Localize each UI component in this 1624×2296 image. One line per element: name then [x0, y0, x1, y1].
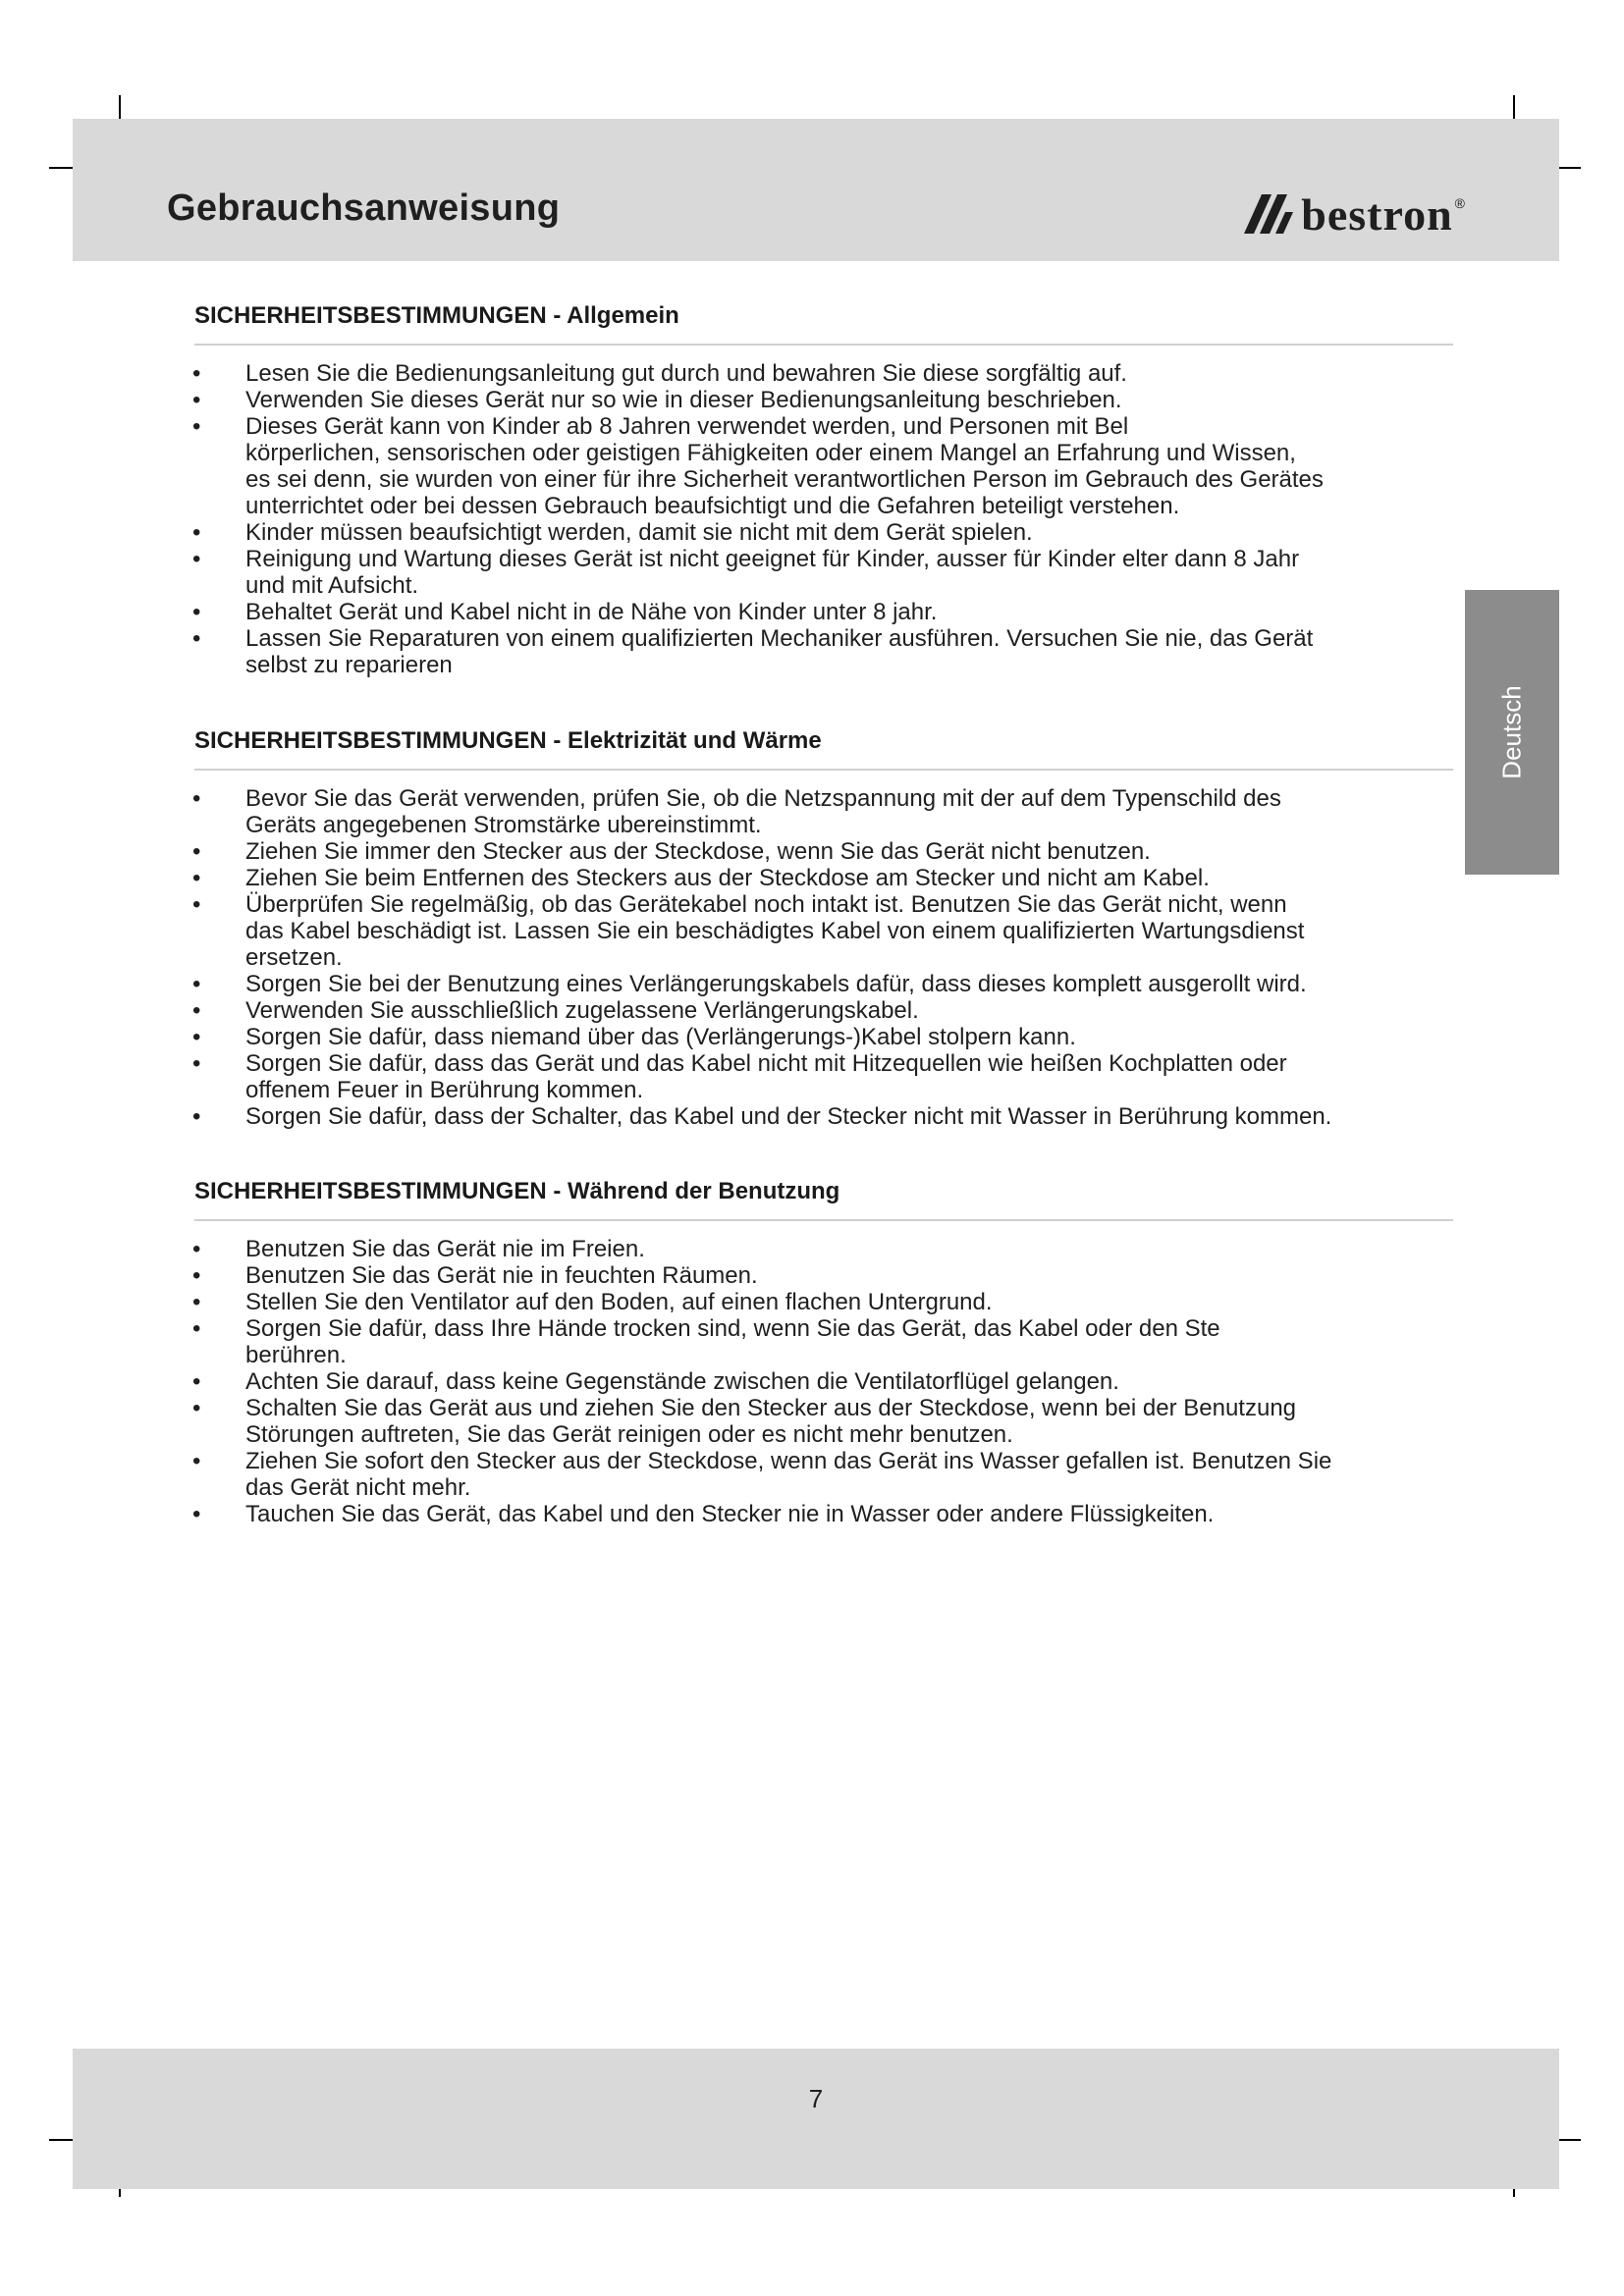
list-item — [192, 546, 1587, 599]
language-tab-label: Deutsch — [1496, 685, 1527, 779]
section-title-general: SICHERHEITSBESTIMMUNGEN - Allgemein — [194, 302, 1453, 346]
list-item-text: Ziehen Sie sofort den Stecker aus der Steckdose, wenn das Gerät ins Wasser gefallen ist. Benutzen Sie das Gerät nicht mehr. — [245, 1448, 1332, 1501]
list-item-text: Überprüfen Sie regelmäßig, ob das Gerätekabel noch intakt ist. Benutzen Sie das Gerät nicht, wenn das Kabel beschädigt ist. Lassen Sie ein beschädigtes Kabel von einem qualifizierten Wartungsdienst ersetzen. — [245, 891, 1305, 971]
list-item-text: Stellen Sie den Ventilator auf den Boden, auf einen flachen Untergrund. — [245, 1289, 993, 1315]
bullet-icon: • — [192, 1395, 201, 1421]
list-item-text: Schalten Sie das Gerät aus und ziehen Sie den Stecker aus der Steckdose, wenn bei der Benutzung Störungen auftreten, Sie das Gerät reinigen oder es nicht mehr benutzen. — [245, 1395, 1297, 1448]
bullet-icon: • — [192, 1050, 201, 1077]
list-item — [192, 1368, 1587, 1395]
bullet-icon: • — [192, 997, 201, 1024]
page-number: 7 — [808, 2084, 824, 2113]
bullet-icon: • — [192, 1103, 201, 1130]
list-item — [192, 1501, 1587, 1527]
list-item-text: Ziehen Sie immer den Stecker aus der Steckdose, wenn Sie das Gerät nicht benutzen. — [245, 838, 1151, 865]
bullet-icon: • — [192, 413, 201, 440]
bullet-icon: • — [192, 519, 201, 546]
list-item — [192, 625, 1587, 678]
bullet-icon: • — [192, 1501, 201, 1527]
list-item — [192, 599, 1587, 625]
list-item-text: Lassen Sie Reparaturen von einem qualifizierten Mechaniker ausführen. Versuchen Sie nie, das Gerät selbst zu reparieren — [245, 625, 1314, 678]
list-item-text: Sorgen Sie dafür, dass der Schalter, das Kabel und der Stecker nicht mit Wasser in Berührung kommen. — [245, 1103, 1332, 1130]
bullet-icon: • — [192, 785, 201, 812]
list-item-text: Bevor Sie das Gerät verwenden, prüfen Sie, ob die Netzspannung mit der auf dem Typenschild des Geräts angegebenen Stromstärke ubereinstimmt. — [245, 785, 1281, 838]
list-item — [192, 1262, 1587, 1289]
bullet-icon: • — [192, 865, 201, 891]
list-item — [192, 1024, 1587, 1050]
list-item-text: Dieses Gerät kann von Kinder ab 8 Jahren verwendet werden, und Personen mit Bel körperlichen, sensorischen oder geistigen Fähigkeiten oder einem Mangel an Erfahrung und Wissen, es sei denn, sie wurden von einer für ihre Sicherheit verantwortlichen Person im Gebrauch des Gerätes unterrichtet oder bei dessen Gebrauch beaufsichtigt und die Gefahren beteiligt verstehen. — [245, 413, 1324, 519]
page-title: Gebrauchsanweisung — [167, 187, 561, 229]
section-title-usage: SICHERHEITSBESTIMMUNGEN - Während der Benutzung — [194, 1178, 1453, 1221]
list-item — [192, 1289, 1587, 1315]
bullet-icon: • — [192, 891, 201, 918]
bullet-icon: • — [192, 599, 201, 625]
bullet-icon: • — [192, 1368, 201, 1395]
list-item — [192, 1050, 1587, 1103]
list-item — [192, 413, 1587, 519]
list-item — [192, 971, 1587, 997]
bullet-icon: • — [192, 387, 201, 413]
bullet-icon: • — [192, 360, 201, 387]
bullet-icon: • — [192, 971, 201, 997]
list-electricity — [192, 785, 1587, 1130]
list-item-text: Tauchen Sie das Gerät, das Kabel und den Stecker nie in Wasser oder andere Flüssigkeiten. — [245, 1501, 1215, 1527]
list-item — [192, 519, 1587, 546]
list-item-text: Sorgen Sie dafür, dass das Gerät und das Kabel nicht mit Hitzequellen wie heißen Kochplatten oder offenem Feuer in Berührung kommen. — [245, 1050, 1287, 1103]
list-item-text: Verwenden Sie dieses Gerät nur so wie in dieser Bedienungsanleitung beschrieben. — [245, 387, 1122, 413]
list-item-text: Reinigung und Wartung dieses Gerät ist nicht geeignet für Kinder, ausser für Kinder elter dann 8 Jahr und mit Aufsicht. — [245, 546, 1300, 599]
list-item-text: Sorgen Sie bei der Benutzung eines Verlängerungskabels dafür, dass dieses komplett ausgerollt wird. — [245, 971, 1307, 997]
list-item — [192, 891, 1587, 971]
list-item — [192, 1236, 1587, 1262]
bullet-icon: • — [192, 1448, 201, 1474]
bullet-icon: • — [192, 1262, 201, 1289]
bullet-icon: • — [192, 838, 201, 865]
section-title-electricity: SICHERHEITSBESTIMMUNGEN - Elektrizität und Wärme — [194, 727, 1453, 771]
bullet-icon: • — [192, 1315, 201, 1342]
list-item — [192, 838, 1587, 865]
list-item-text: Sorgen Sie dafür, dass niemand über das (Verlängerungs-)Kabel stolpern kann. — [245, 1024, 1076, 1050]
list-item — [192, 360, 1587, 387]
list-item — [192, 1315, 1587, 1368]
list-item-text: Sorgen Sie dafür, dass Ihre Hände trocken sind, wenn Sie das Gerät, das Kabel oder den Ste berühren. — [245, 1315, 1220, 1368]
brand-registered-mark: ® — [1454, 195, 1465, 211]
list-item-text: Lesen Sie die Bedienungsanleitung gut durch und bewahren Sie diese sorgfältig auf. — [245, 360, 1127, 387]
list-item-text: Benutzen Sie das Gerät nie in feuchten Räumen. — [245, 1262, 758, 1289]
brand-name: bestron — [1301, 188, 1453, 240]
list-item — [192, 1448, 1587, 1501]
list-general — [192, 360, 1587, 678]
list-item-text: Behaltet Gerät und Kabel nicht in de Nähe von Kinder unter 8 jahr. — [245, 599, 938, 625]
bullet-icon: • — [192, 546, 201, 572]
bullet-icon: • — [192, 1236, 201, 1262]
list-item-text: Ziehen Sie beim Entfernen des Steckers aus der Steckdose am Stecker und nicht am Kabel. — [245, 865, 1210, 891]
list-item-text: Benutzen Sie das Gerät nie im Freien. — [245, 1236, 645, 1262]
bullet-icon: • — [192, 625, 201, 652]
bullet-icon: • — [192, 1289, 201, 1315]
list-item — [192, 997, 1587, 1024]
footer-band — [73, 2049, 1559, 2189]
list-usage — [192, 1236, 1587, 1527]
list-item-text: Achten Sie darauf, dass keine Gegenstände zwischen die Ventilatorflügel gelangen. — [245, 1368, 1119, 1395]
bullet-icon: • — [192, 1024, 201, 1050]
list-item — [192, 865, 1587, 891]
list-item — [192, 1103, 1587, 1130]
list-item — [192, 785, 1587, 838]
list-item — [192, 1395, 1587, 1448]
list-item — [192, 387, 1587, 413]
list-item-text: Verwenden Sie ausschließlich zugelassene Verlängerungskabel. — [245, 997, 919, 1024]
list-item-text: Kinder müssen beaufsichtigt werden, damit sie nicht mit dem Gerät spielen. — [245, 519, 1033, 546]
